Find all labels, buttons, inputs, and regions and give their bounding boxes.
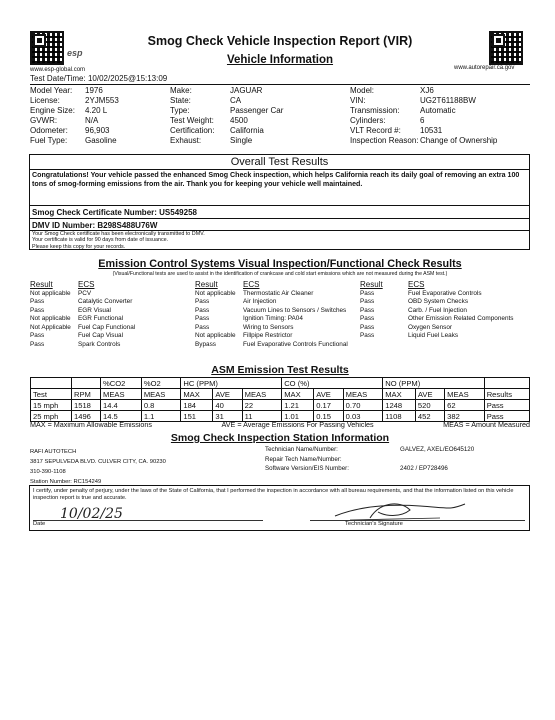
asm-col-header: MEAS bbox=[445, 389, 485, 400]
asm-col-header: AVE bbox=[213, 389, 242, 400]
vehicle-field-label: GVWR: bbox=[30, 115, 58, 125]
ecs-row bbox=[360, 340, 530, 349]
note-line: Your certificate is valid for 90 days from date of issuance. bbox=[32, 237, 169, 244]
ecs-result: Pass bbox=[30, 298, 45, 306]
asm-col-header: MEAS bbox=[141, 389, 181, 400]
vehicle-field-label: VIN: bbox=[350, 95, 366, 105]
asm-col-header: MEAS bbox=[242, 389, 282, 400]
vehicle-field-value: 4500 bbox=[230, 115, 248, 125]
asm-col-header: MEAS bbox=[101, 389, 142, 400]
station-title: Smog Check Inspection Station Information bbox=[170, 432, 390, 444]
vehicle-field-label: Fuel Type: bbox=[30, 135, 68, 145]
ecs-result bbox=[360, 340, 408, 349]
vehicle-field-label: Cylinders: bbox=[350, 115, 386, 125]
asm-cell: 15 mph bbox=[31, 400, 72, 411]
vehicle-field-label: Certification: bbox=[170, 125, 215, 135]
ecs-result: Pass bbox=[30, 306, 45, 314]
ecs-row bbox=[195, 289, 360, 298]
asm-cell: 0.70 bbox=[343, 400, 383, 411]
ecs-title: Emission Control Systems Visual Inspection/Functional Check Results bbox=[98, 258, 462, 270]
ecs-component: Thermostatic Air Cleaner bbox=[243, 289, 314, 297]
ecs-result: Not applicable bbox=[30, 289, 71, 297]
ecs-row bbox=[360, 315, 530, 324]
qr-code-right bbox=[489, 31, 523, 65]
ecs-result: Not applicable bbox=[195, 332, 236, 340]
asm-legend bbox=[30, 420, 530, 429]
station-right-labels bbox=[265, 445, 349, 474]
vehicle-field-value: UG2T61188BW bbox=[420, 95, 476, 105]
vehicle-field-value: Passenger Car bbox=[230, 105, 284, 115]
ecs-result: Pass bbox=[195, 298, 210, 306]
ecs-component: Vacuum Lines to Sensors / Switches bbox=[243, 306, 347, 314]
station-left bbox=[30, 447, 166, 487]
signature-label: Technician's Signature bbox=[345, 521, 403, 527]
asm-col-header: MAX bbox=[282, 389, 314, 400]
asm-cell: 382 bbox=[445, 411, 485, 422]
asm-cell: 14.5 bbox=[101, 411, 142, 422]
asm-cell: 184 bbox=[181, 400, 213, 411]
ecs-component: Spark Controls bbox=[78, 340, 121, 348]
vehicle-field-label: Model: bbox=[350, 85, 375, 95]
ecs-result: Not applicable bbox=[30, 315, 71, 323]
congrats-text: Congratulations! Your vehicle passed the enhanced Smog Check inspection, which helps California reach its daily goal of removing an extra 100 tons of smog-forming emissions from the air. Thank you for keeping your vehicle well maintained. bbox=[30, 170, 529, 206]
vehicle-info-row bbox=[30, 125, 530, 135]
vehicle-field-value: Automatic bbox=[420, 105, 456, 115]
vehicle-field-value: 1976 bbox=[85, 85, 103, 95]
group-o2: %O2 bbox=[141, 378, 181, 389]
vehicle-field-value: 6 bbox=[420, 115, 425, 125]
group-hc: HC (PPM) bbox=[181, 378, 282, 389]
vehicle-info-heading: Vehicle Information bbox=[226, 54, 334, 66]
ecs-result: Pass bbox=[360, 323, 375, 331]
asm-cell: 0.03 bbox=[343, 411, 383, 422]
ecs-result: Pass bbox=[30, 332, 45, 340]
date-line bbox=[33, 520, 263, 521]
ecs-row bbox=[195, 298, 360, 307]
ecs-row bbox=[195, 340, 360, 349]
vehicle-field-label: Make: bbox=[170, 85, 192, 95]
asm-cell: 1108 bbox=[383, 411, 416, 422]
ecs-row bbox=[195, 315, 360, 324]
asm-cell: 1.1 bbox=[141, 411, 181, 422]
ecs-component: Ignition Timing: PA04 bbox=[243, 315, 303, 323]
station-number: Station Number: RC154249 bbox=[30, 479, 102, 485]
ecs-results bbox=[30, 280, 530, 356]
asm-cell: 1518 bbox=[72, 400, 101, 411]
vehicle-field-value: Single bbox=[230, 135, 253, 145]
legend-max: MAX = Maximum Allowable Emissions bbox=[30, 420, 153, 429]
dmv-notes bbox=[30, 231, 529, 250]
ecs-component: Fuel Evaporative Controls Functional bbox=[243, 340, 348, 348]
handwritten-date: 10/02/25 bbox=[60, 506, 123, 522]
vehicle-info-row bbox=[30, 95, 530, 105]
ecs-row bbox=[30, 340, 195, 349]
qr-code-left bbox=[30, 31, 64, 65]
ecs-result: Pass bbox=[360, 289, 375, 297]
vehicle-field-label: Exhaust: bbox=[170, 135, 202, 145]
ecs-component: PCV bbox=[78, 289, 92, 297]
certificate-number: Smog Check Certificate Number: US549258 bbox=[30, 206, 529, 219]
vehicle-info-row bbox=[30, 115, 530, 125]
ecs-name-header: ECS bbox=[78, 280, 95, 289]
vehicle-field-value: Change of Ownership bbox=[420, 135, 498, 145]
software-label: Software Version/EIS Number: bbox=[265, 465, 349, 472]
ecs-subtitle: (Visual/Functional tests are used to assist in the identification of crankcase and cold start emissions which are not measured during the ASM test.) bbox=[112, 271, 448, 277]
ecs-row bbox=[360, 289, 530, 298]
asm-cell: 1.21 bbox=[282, 400, 314, 411]
tech-label: Technician Name/Number: bbox=[265, 446, 338, 453]
test-datetime: Test Date/Time: 10/02/2025@15:13:09 bbox=[30, 74, 168, 83]
ecs-result: Pass bbox=[360, 332, 375, 340]
asm-cell: 1248 bbox=[383, 400, 416, 411]
vehicle-field-label: Transmission: bbox=[350, 105, 400, 115]
asm-table bbox=[30, 377, 530, 422]
ecs-component: Other Emission Related Components bbox=[408, 315, 514, 323]
vehicle-field-label: Odometer: bbox=[30, 125, 68, 135]
asm-cell: 62 bbox=[445, 400, 485, 411]
signature-line bbox=[310, 520, 525, 521]
note-line: Your Smog Check certificate has been electronically transmitted to DMV. bbox=[32, 231, 205, 237]
overall-results-box bbox=[29, 154, 530, 250]
group-co: CO (%) bbox=[282, 378, 383, 389]
group-co2: %CO2 bbox=[101, 378, 142, 389]
ecs-result-header: Result bbox=[30, 280, 53, 289]
asm-col-header: Results bbox=[484, 389, 529, 400]
asm-cell: 1.01 bbox=[282, 411, 314, 422]
ecs-component: Air Injection bbox=[243, 298, 277, 306]
ecs-row bbox=[30, 289, 195, 298]
tech-value: GALVEZ, AXEL/EO645120 bbox=[400, 446, 475, 453]
ecs-row bbox=[30, 306, 195, 315]
ecs-row bbox=[195, 306, 360, 315]
vehicle-field-value: 4.20 L bbox=[85, 105, 108, 115]
asm-cell: Pass bbox=[484, 411, 529, 422]
asm-cell: 14.4 bbox=[101, 400, 142, 411]
ecs-component: Carb. / Fuel Injection bbox=[408, 306, 467, 314]
asm-col-header: MEAS bbox=[343, 389, 383, 400]
asm-col-header: AVE bbox=[415, 389, 444, 400]
ecs-row bbox=[30, 323, 195, 332]
asm-cell: 40 bbox=[213, 400, 242, 411]
ecs-component: Oxygen Sensor bbox=[408, 323, 453, 331]
vehicle-field-value: 2YJM553 bbox=[85, 95, 119, 105]
vehicle-field-value: 96,903 bbox=[85, 125, 110, 135]
asm-column-header-row bbox=[31, 389, 530, 400]
ecs-component: Fuel Cap Functional bbox=[78, 323, 136, 331]
ecs-result: Pass bbox=[30, 340, 45, 348]
note-line: Please keep this copy for your records. bbox=[32, 243, 126, 250]
ecs-row bbox=[360, 323, 530, 332]
asm-cell: 1496 bbox=[72, 411, 101, 422]
date-label: Date bbox=[33, 521, 46, 527]
asm-group-header-row bbox=[31, 378, 530, 389]
ecs-component: OBD System Checks bbox=[408, 298, 469, 306]
asm-cell: 0.8 bbox=[141, 400, 181, 411]
repair-tech-label: Repair Tech Name/Number: bbox=[265, 455, 342, 463]
ecs-row bbox=[30, 315, 195, 324]
asm-cell: 31 bbox=[213, 411, 242, 422]
asm-col-header: MAX bbox=[181, 389, 213, 400]
vehicle-field-label: Type: bbox=[170, 105, 190, 115]
vehicle-field-value: N/A bbox=[85, 115, 99, 125]
ecs-result: Pass bbox=[195, 315, 210, 323]
asm-cell: 151 bbox=[181, 411, 213, 422]
vehicle-field-value: JAGUAR bbox=[230, 85, 263, 95]
ecs-name-header: ECS bbox=[243, 280, 260, 289]
ecs-result: Pass bbox=[360, 298, 375, 306]
vehicle-field-value: Gasoline bbox=[85, 135, 117, 145]
asm-cell: Pass bbox=[484, 400, 529, 411]
asm-cell: 0.15 bbox=[314, 411, 343, 422]
ecs-row bbox=[360, 306, 530, 315]
vehicle-info-row bbox=[30, 85, 530, 96]
overall-results-title: Overall Test Results bbox=[30, 155, 529, 170]
ecs-component: Fuel Cap Visual bbox=[78, 332, 123, 340]
ecs-component: Fuel Evaporative Controls bbox=[408, 289, 482, 297]
vehicle-field-label: Engine Size: bbox=[30, 105, 75, 115]
group-no: NO (PPM) bbox=[383, 378, 484, 389]
asm-title: ASM Emission Test Results bbox=[211, 364, 349, 376]
ecs-result: Pass bbox=[195, 323, 210, 331]
ecs-row bbox=[195, 332, 360, 341]
ecs-result-header: Result bbox=[195, 280, 218, 289]
ecs-result-header: Result bbox=[360, 280, 383, 289]
legend-ave: AVE = Average Emissions For Passing Vehicles bbox=[221, 420, 374, 429]
report-title: Smog Check Vehicle Inspection Report (VIR) bbox=[147, 34, 413, 48]
asm-col-header: Test bbox=[31, 389, 72, 400]
ecs-component bbox=[408, 340, 530, 349]
vehicle-field-label: License: bbox=[30, 95, 60, 105]
ecs-component: EGR Visual bbox=[78, 306, 111, 314]
ecs-component: EGR Functional bbox=[78, 315, 124, 323]
ecs-result: Not Applicable bbox=[30, 323, 71, 331]
ecs-component: Wiring to Sensors bbox=[243, 323, 294, 331]
asm-col-header: RPM bbox=[72, 389, 101, 400]
ecs-result: Pass bbox=[195, 306, 210, 314]
station-address: 3817 SEPULVEDA BLVD. CULVER CITY, CA. 90230 bbox=[30, 459, 166, 465]
vehicle-info-row bbox=[30, 105, 530, 115]
ecs-name-header: ECS bbox=[408, 280, 425, 289]
asm-row bbox=[31, 400, 530, 411]
station-name: RAFI AUTOTECH bbox=[30, 449, 77, 455]
vehicle-field-label: Inspection Reason: bbox=[350, 135, 419, 145]
vehicle-field-value: 10531 bbox=[420, 125, 443, 135]
asm-cell: 25 mph bbox=[31, 411, 72, 422]
vehicle-field-value: XJ6 bbox=[420, 85, 434, 95]
vehicle-field-value: California bbox=[230, 125, 264, 135]
asm-cell: 452 bbox=[415, 411, 444, 422]
ecs-component: Liquid Fuel Leaks bbox=[408, 332, 459, 340]
ecs-column bbox=[195, 280, 360, 349]
asm-col-header: AVE bbox=[314, 389, 343, 400]
dmv-id-number: DMV ID Number: B298S488U76W bbox=[30, 219, 529, 231]
station-phone: 310-390-1108 bbox=[30, 469, 66, 475]
ecs-result: Bypass bbox=[195, 340, 216, 348]
ecs-component: Catalytic Converter bbox=[78, 298, 133, 306]
vehicle-info-row bbox=[30, 135, 530, 145]
asm-col-header: MAX bbox=[383, 389, 416, 400]
left-url: www.esp-global.com bbox=[30, 67, 86, 73]
ecs-result: Not applicable bbox=[195, 289, 236, 297]
ecs-result: Pass bbox=[360, 306, 375, 314]
certification-box bbox=[29, 485, 530, 531]
vehicle-field-label: State: bbox=[170, 95, 191, 105]
esp-logo: esp bbox=[67, 48, 83, 58]
vehicle-info-table bbox=[30, 84, 530, 145]
certify-text: I certify, under penalty of perjury, under the laws of the State of California, that I performed the inspection in accordance with all bureau requirements, and that the information listed on this vehicle inspection report is true and accurate. bbox=[33, 488, 514, 501]
vehicle-field-label: Test Weight: bbox=[170, 115, 214, 125]
asm-cell: 0.17 bbox=[314, 400, 343, 411]
vehicle-field-value: CA bbox=[230, 95, 242, 105]
ecs-row bbox=[360, 332, 530, 341]
right-url: www.autorepair.ca.gov bbox=[454, 65, 515, 71]
ecs-row bbox=[30, 298, 195, 307]
ecs-row bbox=[360, 298, 530, 307]
asm-cell: 520 bbox=[415, 400, 444, 411]
asm-cell: 22 bbox=[242, 400, 282, 411]
legend-meas: MEAS = Amount Measured bbox=[443, 420, 530, 429]
ecs-column bbox=[360, 280, 530, 349]
software-value: 2402 / EP728496 bbox=[400, 465, 448, 472]
station-right-values bbox=[400, 445, 474, 474]
ecs-row bbox=[30, 332, 195, 341]
asm-cell: 11 bbox=[242, 411, 282, 422]
vehicle-field-label: Model Year: bbox=[30, 85, 73, 95]
ecs-result: Pass bbox=[360, 315, 375, 323]
ecs-column bbox=[30, 280, 195, 349]
ecs-row bbox=[195, 323, 360, 332]
vehicle-field-label: VLT Record #: bbox=[350, 125, 401, 135]
ecs-component: Fillpipe Restrictor bbox=[243, 332, 293, 340]
